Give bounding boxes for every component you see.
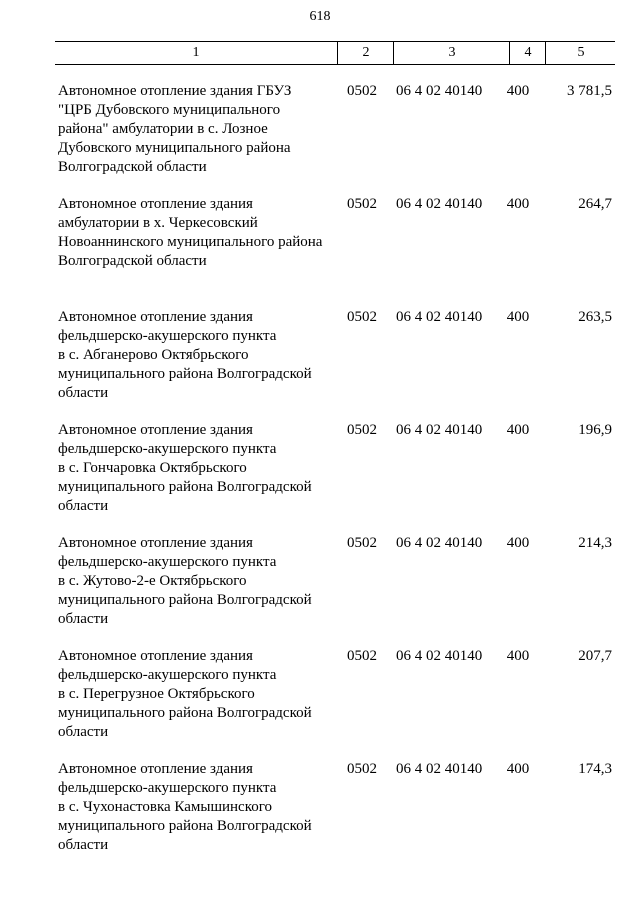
row-section-code: 0502 — [347, 83, 377, 99]
column-header-5: 5 — [545, 42, 616, 64]
table-row — [55, 308, 635, 421]
row-section-code: 0502 — [347, 309, 377, 325]
table-row — [55, 195, 635, 308]
row-amount: 207,7 — [578, 648, 612, 664]
table-row — [55, 82, 635, 195]
budget-table-header — [55, 41, 615, 65]
column-header-3: 3 — [393, 42, 510, 64]
row-name: Автономное отопление здания фельдшерско-акушерского пункта в с. Перегрузное Октябрьского муниципального района Волгоградской области — [58, 648, 312, 740]
column-header-2: 2 — [337, 42, 394, 64]
table-row — [55, 421, 635, 534]
row-amount: 214,3 — [578, 535, 612, 551]
row-target-code: 06 4 02 40140 — [396, 83, 483, 99]
row-name: Автономное отопление здания фельдшерско-акушерского пункта в с. Абганерово Октябрьского муниципального района Волгоградской области — [58, 309, 312, 401]
row-amount: 196,9 — [578, 422, 612, 438]
row-target-code: 06 4 02 40140 — [396, 422, 483, 438]
table-row — [55, 647, 635, 760]
table-body — [55, 82, 635, 873]
table-row — [55, 534, 635, 647]
row-amount: 3 781,5 — [567, 83, 612, 99]
row-name: Автономное отопление здания амбулатории в х. Черкесовский Новоаннинского муниципального района Волгоградской области — [58, 196, 323, 269]
row-target-code: 06 4 02 40140 — [396, 761, 483, 777]
row-section-code: 0502 — [347, 196, 377, 212]
row-section-code: 0502 — [347, 422, 377, 438]
row-amount: 264,7 — [578, 196, 612, 212]
table-row — [55, 760, 635, 873]
row-section-code: 0502 — [347, 648, 377, 664]
page-number: 618 — [309, 9, 331, 24]
row-amount: 263,5 — [578, 309, 612, 325]
row-expense-type: 400 — [506, 196, 530, 212]
row-target-code: 06 4 02 40140 — [396, 196, 483, 212]
row-expense-type: 400 — [506, 761, 530, 777]
row-section-code: 0502 — [347, 535, 377, 551]
row-name: Автономное отопление здания фельдшерско-акушерского пункта в с. Жутово-2-е Октябрьского муниципального района Волгоградской области — [58, 535, 312, 627]
row-target-code: 06 4 02 40140 — [396, 535, 483, 551]
column-header-4: 4 — [509, 42, 546, 64]
row-expense-type: 400 — [506, 535, 530, 551]
table-header-row — [55, 41, 615, 65]
row-section-code: 0502 — [347, 761, 377, 777]
row-expense-type: 400 — [506, 648, 530, 664]
row-name: Автономное отопление здания фельдшерско-акушерского пункта в с. Чухонастовка Камышинского муниципального района Волгоградской области — [58, 761, 312, 853]
row-target-code: 06 4 02 40140 — [396, 648, 483, 664]
column-header-1: 1 — [192, 45, 200, 60]
row-expense-type: 400 — [506, 309, 530, 325]
row-expense-type: 400 — [506, 83, 530, 99]
row-amount: 174,3 — [578, 761, 612, 777]
row-target-code: 06 4 02 40140 — [396, 309, 483, 325]
row-name: Автономное отопление здания фельдшерско-акушерского пункта в с. Гончаровка Октябрьского муниципального района Волгоградской области — [58, 422, 312, 514]
row-name: Автономное отопление здания ГБУЗ "ЦРБ Дубовского муниципального района" амбулатории в с. Лозное Дубовского муниципального района Волгоградской области — [58, 83, 292, 175]
row-expense-type: 400 — [506, 422, 530, 438]
